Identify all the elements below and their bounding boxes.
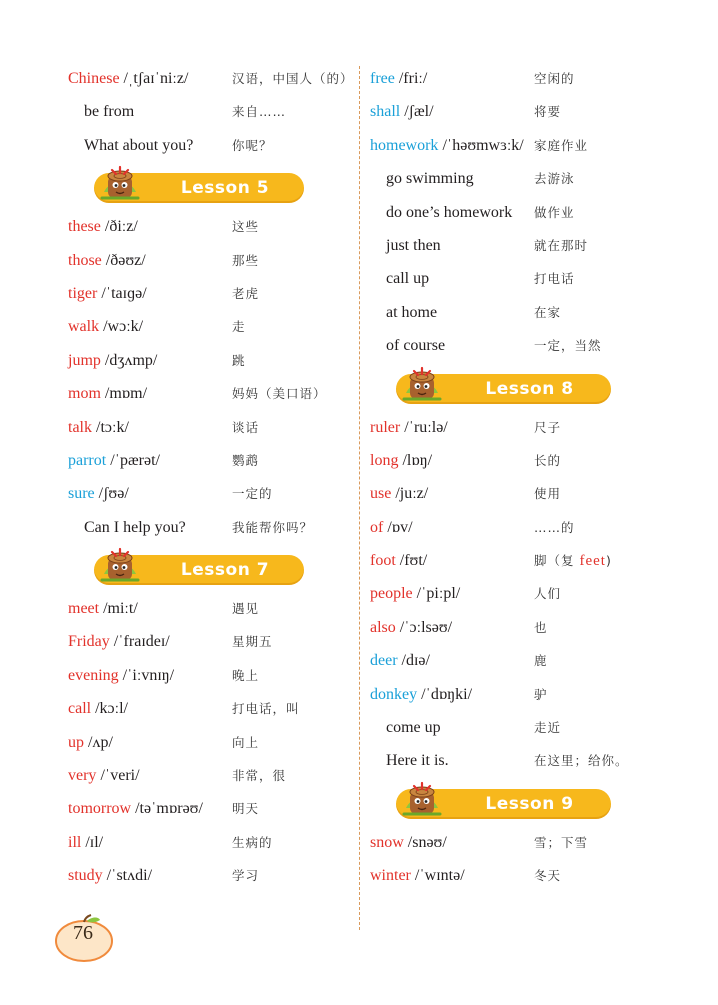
- meaning-text: 驴: [534, 686, 548, 702]
- vocab-word-row: [370, 129, 670, 162]
- meaning-text: 走: [232, 319, 246, 335]
- chinese-meaning: [232, 792, 259, 825]
- chinese-meaning: [232, 659, 259, 692]
- vocab-word-row: [370, 95, 670, 128]
- vocab-word-row: [68, 377, 358, 410]
- vocab-entry: [370, 444, 432, 477]
- vocab-word: ruler: [370, 418, 401, 436]
- vocab-word-row: [370, 544, 670, 577]
- vocab-entry: [370, 826, 447, 859]
- meaning-text: ……的: [534, 519, 575, 535]
- phrase-text: at home: [386, 303, 438, 321]
- vocab-phrase-row: [370, 329, 670, 362]
- phonetic-transcription: /dɪə/: [397, 652, 430, 670]
- vocab-entry: [68, 477, 129, 510]
- chinese-meaning: [534, 62, 575, 95]
- meaning-text: 在这里；给你。: [534, 753, 629, 769]
- vocab-word-row: [370, 611, 670, 644]
- page-number-badge: [54, 914, 114, 962]
- vocab-entry: [68, 592, 138, 625]
- lesson-8-banner: [370, 363, 670, 411]
- vocab-entry: [68, 692, 128, 725]
- chinese-meaning: [534, 644, 548, 677]
- phonetic-transcription: /ˈhəʊmwɜːk/: [438, 136, 524, 154]
- mascot-icon: [98, 544, 142, 588]
- chinese-meaning: [232, 592, 259, 625]
- vocab-word: people: [370, 585, 413, 603]
- phonetic-transcription: /ˈiːvnɪŋ/: [118, 666, 175, 684]
- vocab-entry: [68, 826, 103, 859]
- chinese-meaning: [232, 95, 286, 128]
- vocab-entry: [68, 210, 138, 243]
- vocab-entry: [68, 759, 140, 792]
- phonetic-transcription: /ˈveri/: [96, 767, 140, 785]
- vocab-entry: [68, 244, 146, 277]
- chinese-meaning: [534, 329, 602, 362]
- vocab-phrase-row: [68, 95, 358, 128]
- meaning-text: 来自……: [232, 104, 287, 120]
- vocab-phrase-row: [68, 129, 358, 162]
- vocab-word-row: [68, 625, 358, 658]
- vocab-phrase-row: [370, 711, 670, 744]
- phonetic-transcription: /wɔːk/: [99, 318, 144, 336]
- chinese-meaning: [534, 511, 575, 544]
- phonetic-transcription: /ðəʊz/: [101, 251, 146, 269]
- meaning-text: 长的: [534, 452, 562, 468]
- phonetic-transcription: /ˈwɪntə/: [410, 867, 465, 885]
- vocab-word-row: [370, 477, 670, 510]
- phrase-text: Can I help you?: [84, 518, 186, 536]
- phonetic-transcription: /snəʊ/: [403, 833, 447, 851]
- meaning-text: 老虎: [232, 285, 260, 301]
- phrase-text: come up: [386, 719, 441, 737]
- vocab-word-row: [68, 477, 358, 510]
- chinese-meaning: [534, 477, 561, 510]
- chinese-meaning: [534, 826, 588, 859]
- phonetic-transcription: /ˈruːlə/: [400, 418, 448, 436]
- phonetic-transcription: /ˈdɒŋki/: [417, 685, 473, 703]
- plural-form: feet: [579, 553, 606, 570]
- meaning-text: 非常，很: [232, 768, 287, 784]
- phonetic-transcription: /ʃæl/: [400, 103, 434, 121]
- phonetic-transcription: /ˈpærət/: [106, 451, 160, 469]
- vocab-entry: [370, 477, 428, 510]
- chinese-meaning: [232, 692, 300, 725]
- vocab-word-row: [68, 759, 358, 792]
- vocab-entry: [370, 678, 472, 711]
- chinese-meaning: [534, 196, 575, 229]
- vocab-entry: [370, 577, 460, 610]
- chinese-meaning: [232, 625, 273, 658]
- meaning-text: 去游泳: [534, 171, 575, 187]
- vocab-word-row: [68, 792, 358, 825]
- vocab-entry: [370, 411, 448, 444]
- phrase-text: call up: [386, 270, 430, 288]
- mascot-icon: [98, 162, 142, 206]
- meaning-text: 星期五: [232, 634, 273, 650]
- vocab-entry: [370, 544, 427, 577]
- vocab-word-row: [370, 511, 670, 544]
- chinese-meaning: [534, 95, 561, 128]
- meaning-text: 学习: [232, 868, 260, 884]
- vocab-word-row: [68, 726, 358, 759]
- vocab-entry: [68, 411, 129, 444]
- chinese-meaning: [534, 262, 575, 295]
- phrase-text: do one’s homework: [386, 203, 513, 221]
- phonetic-transcription: /ɒv/: [383, 518, 413, 536]
- vocab-entry: [68, 625, 170, 658]
- chinese-meaning: [534, 162, 575, 195]
- phonetic-transcription: /juːz/: [391, 485, 429, 503]
- meaning-text: 一定，当然: [534, 338, 602, 354]
- page-number: 76: [73, 922, 93, 944]
- phonetic-transcription: /təˈmɒrəʊ/: [131, 800, 203, 818]
- phonetic-transcription: /ɪl/: [81, 833, 104, 851]
- vocab-entry: [370, 611, 452, 644]
- chinese-meaning: [534, 744, 629, 777]
- phonetic-transcription: /ˌtʃaɪˈniːz/: [119, 70, 189, 87]
- vocab-phrase-row: [370, 296, 670, 329]
- meaning-text: 一定的: [232, 486, 273, 502]
- vocab-word: meet: [68, 600, 100, 618]
- meaning-text: 我能帮你吗？: [232, 519, 314, 535]
- vocab-word: long: [370, 451, 399, 469]
- meaning-text: 晚上: [232, 667, 260, 683]
- chinese-meaning: [232, 344, 246, 377]
- chinese-meaning: [534, 411, 561, 444]
- vocab-entry: [68, 444, 160, 477]
- lesson-9-banner: [370, 778, 670, 826]
- lesson-8-title: Lesson 8: [485, 378, 574, 399]
- chinese-meaning: [534, 229, 588, 262]
- meaning-text: 在家: [534, 304, 562, 320]
- meaning-text: 也: [534, 619, 548, 635]
- phonetic-transcription: /miːt/: [99, 600, 138, 618]
- meaning-text: 冬天: [534, 868, 562, 884]
- vocab-word: study: [68, 867, 103, 885]
- meaning-text: 妈妈（美口语）: [232, 386, 327, 402]
- vocab-word: evening: [68, 666, 119, 684]
- vocab-word: parrot: [68, 451, 107, 469]
- vocab-entry: [68, 62, 188, 95]
- vocab-entry: [370, 62, 427, 95]
- vocab-word-row: [370, 577, 670, 610]
- meaning-text: 谈话: [232, 419, 260, 435]
- chinese-meaning: [232, 726, 259, 759]
- vocab-word-row: [68, 592, 358, 625]
- vocab-phrase-row: [370, 262, 670, 295]
- vocab-word-row: [68, 210, 358, 243]
- vocab-word-row: [68, 659, 358, 692]
- chinese-meaning: [232, 277, 259, 310]
- vocab-word-row: [68, 310, 358, 343]
- vocab-entry: [68, 659, 174, 692]
- meaning-text: 明天: [232, 801, 260, 817]
- vocab-word-row: [68, 411, 358, 444]
- lesson-7-title: Lesson 7: [180, 560, 270, 581]
- vocab-word: use: [370, 485, 392, 503]
- meaning-text: 鹿: [534, 653, 548, 669]
- meaning-text: 做作业: [534, 204, 575, 220]
- meaning-text: 将要: [534, 104, 562, 120]
- meaning-text: 使用: [534, 486, 562, 502]
- mascot-icon: [400, 778, 444, 822]
- vocab-word: call: [68, 700, 92, 718]
- phonetic-transcription: /dʒʌmp/: [100, 351, 158, 369]
- meaning-text: 鹦鹉: [232, 452, 260, 468]
- phonetic-transcription: /ðiːz/: [100, 218, 138, 236]
- vocab-entry: [370, 859, 465, 892]
- vocab-word: these: [68, 218, 101, 236]
- vocab-word: free: [370, 70, 395, 87]
- vocab-word: snow: [370, 833, 404, 851]
- chinese-meaning: [534, 711, 561, 744]
- vocab-word: ill: [68, 833, 82, 851]
- vocab-word: walk: [68, 318, 100, 336]
- vocab-word: Friday: [68, 633, 110, 651]
- vocab-word: mom: [68, 385, 101, 403]
- phonetic-transcription: /ˈpiːpl/: [412, 585, 461, 603]
- vocab-entry: [68, 859, 152, 892]
- vocab-word: shall: [370, 103, 401, 121]
- meaning-text: 空闲的: [534, 71, 575, 86]
- meaning-text: 你呢？: [232, 137, 273, 153]
- chinese-meaning: [232, 411, 259, 444]
- phonetic-transcription: /mɒm/: [100, 385, 148, 403]
- meaning-text: 向上: [232, 734, 260, 750]
- vocab-phrase-row: [370, 162, 670, 195]
- vocab-word-row: [370, 62, 670, 95]
- chinese-meaning: [232, 377, 327, 410]
- vocab-phrase-row: [370, 744, 670, 777]
- chinese-meaning: [232, 444, 259, 477]
- vocab-word: sure: [68, 485, 95, 503]
- meaning-text: 尺子: [534, 419, 562, 435]
- vocab-word: tomorrow: [68, 800, 132, 818]
- meaning-text: 家庭作业: [534, 137, 589, 153]
- vocab-word-row: [68, 859, 358, 892]
- vocab-word: foot: [370, 552, 396, 570]
- lesson-9-title: Lesson 9: [485, 793, 574, 814]
- vocab-entry: [370, 644, 430, 677]
- chinese-meaning: [534, 611, 548, 644]
- chinese-meaning: [232, 511, 313, 544]
- vocab-word-row: [370, 678, 670, 711]
- chinese-meaning: [232, 826, 273, 859]
- vocab-entry: [68, 377, 147, 410]
- vocab-word: tiger: [68, 284, 98, 302]
- phonetic-transcription: /tɔːk/: [92, 418, 129, 436]
- vocab-phrase-row: [68, 511, 358, 544]
- chinese-meaning: [232, 310, 246, 343]
- lesson-7-banner: [68, 544, 358, 592]
- phrase-text: just then: [386, 236, 441, 254]
- chinese-meaning: [232, 210, 259, 243]
- chinese-meaning: [534, 678, 548, 711]
- vocab-phrase-row: [370, 196, 670, 229]
- meaning-text: 打电话: [534, 271, 575, 287]
- meaning-text: 雪；下雪: [534, 834, 589, 850]
- vocab-entry: [370, 129, 524, 162]
- vocab-word: talk: [68, 418, 92, 436]
- chinese-meaning: [232, 759, 286, 792]
- vocab-word-row: [68, 692, 358, 725]
- vocab-word-row: [68, 62, 358, 95]
- meaning-text: 走近: [534, 720, 562, 736]
- vocab-entry: [68, 726, 113, 759]
- lesson-5-banner: [68, 162, 358, 210]
- phrase-text: be from: [84, 103, 135, 121]
- vocab-word-row: [68, 444, 358, 477]
- vocab-word-row: [370, 411, 670, 444]
- phonetic-transcription: /ˈstʌdi/: [102, 867, 153, 885]
- vocab-word: jump: [68, 351, 101, 369]
- chinese-meaning: [534, 859, 561, 892]
- vocab-word-row: [370, 826, 670, 859]
- vocab-phrase-row: [370, 229, 670, 262]
- vocab-word: also: [370, 618, 396, 636]
- phonetic-transcription: /ʃʊə/: [94, 485, 129, 503]
- chinese-meaning: [534, 296, 561, 329]
- left-column: [68, 62, 358, 893]
- phonetic-transcription: /ʌp/: [84, 733, 113, 751]
- vocab-entry: [68, 310, 143, 343]
- mascot-icon: [400, 363, 444, 407]
- vocab-word-row: [370, 859, 670, 892]
- phonetic-transcription: /fʊt/: [395, 552, 428, 570]
- vocab-word-row: [68, 344, 358, 377]
- vocab-word: homework: [370, 136, 439, 154]
- meaning-text: 跳: [232, 352, 246, 368]
- chinese-meaning: [534, 577, 561, 610]
- chinese-meaning: [232, 859, 259, 892]
- vocab-entry: [68, 277, 147, 310]
- meaning-text: 就在那时: [534, 237, 589, 253]
- vocab-word: very: [68, 767, 97, 785]
- chinese-meaning: [232, 244, 259, 277]
- vocab-word: donkey: [370, 685, 418, 703]
- vocab-word: of: [370, 518, 384, 536]
- phrase-text: What about you?: [84, 136, 194, 154]
- chinese-meaning: [534, 544, 612, 578]
- vocab-word: winter: [370, 867, 411, 885]
- chinese-meaning: [232, 129, 273, 162]
- meaning-text: 脚（复: [534, 553, 580, 569]
- vocab-word-row: [68, 244, 358, 277]
- chinese-meaning: [534, 444, 561, 477]
- lesson-5-title: Lesson 5: [180, 178, 270, 199]
- phonetic-transcription: /ˈtaɪɡə/: [97, 284, 147, 302]
- vocab-word-row: [68, 826, 358, 859]
- chinese-meaning: [534, 129, 588, 162]
- phrase-text: Here it is.: [386, 752, 449, 770]
- meaning-text: 那些: [232, 252, 260, 268]
- meaning-text: 人们: [534, 586, 562, 602]
- vocab-word: Chinese: [68, 70, 120, 87]
- vocab-word: those: [68, 251, 102, 269]
- phonetic-transcription: /kɔːl/: [91, 700, 128, 718]
- meaning-text-end: ): [605, 553, 612, 569]
- phonetic-transcription: /lɒŋ/: [398, 451, 433, 469]
- chinese-meaning: [232, 477, 273, 510]
- vocab-entry: [68, 792, 203, 825]
- phrase-text: go swimming: [386, 170, 474, 188]
- column-divider: [359, 66, 360, 930]
- right-column: [370, 62, 670, 893]
- meaning-text: 遇见: [232, 601, 260, 617]
- meaning-text: 汉语，中国人（的）: [232, 71, 354, 86]
- vocab-entry: [68, 344, 157, 377]
- vocab-word-row: [68, 277, 358, 310]
- meaning-text: 打电话，叫: [232, 701, 300, 717]
- meaning-text: 这些: [232, 219, 260, 235]
- meaning-text: 生病的: [232, 834, 273, 850]
- phrase-text: of course: [386, 337, 446, 355]
- vocab-word-row: [370, 444, 670, 477]
- phonetic-transcription: /ˈfraɪdeɪ/: [109, 633, 170, 651]
- phonetic-transcription: /ˈɔːlsəʊ/: [395, 618, 453, 636]
- vocab-entry: [370, 95, 434, 128]
- vocab-word-row: [370, 644, 670, 677]
- phonetic-transcription: /friː/: [394, 70, 428, 87]
- vocab-word: deer: [370, 652, 398, 670]
- vocab-entry: [370, 511, 413, 544]
- chinese-meaning: [232, 62, 354, 95]
- vocab-word: up: [68, 733, 84, 751]
